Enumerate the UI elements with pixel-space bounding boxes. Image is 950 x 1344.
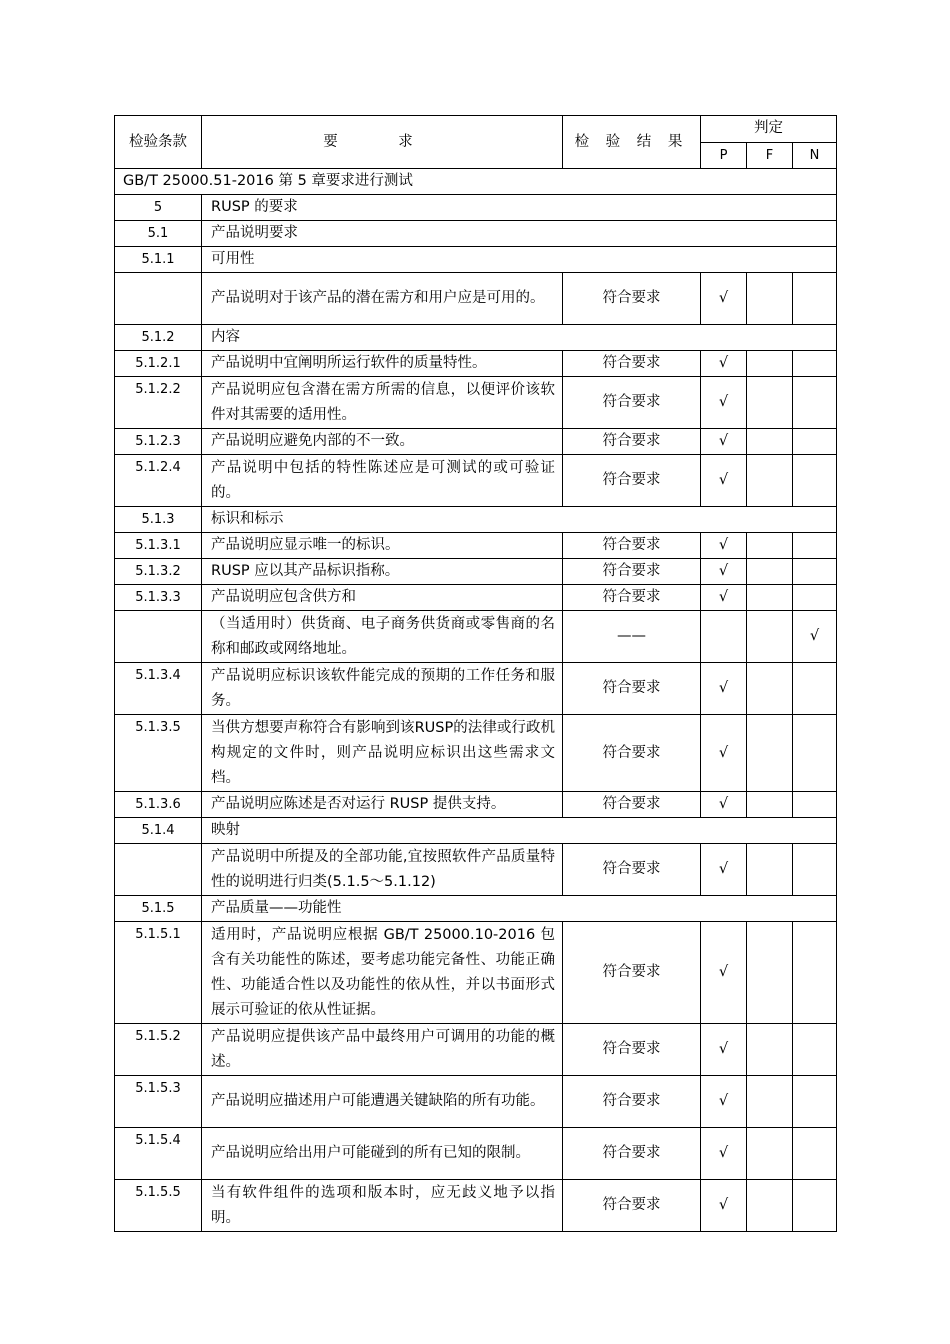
- header-row-1: [115, 116, 837, 143]
- table-row: [115, 663, 837, 715]
- verdict-f-cell: [747, 455, 793, 507]
- verdict-p-cell: √: [701, 663, 747, 715]
- result-cell: 符合要求: [563, 455, 701, 507]
- clause-cell: 5.1.5: [115, 896, 202, 922]
- clause-cell: 5.1.5.5: [115, 1180, 202, 1232]
- requirement-cell: （当适用时）供货商、电子商务供货商或零售商的名称和邮政或网络地址。: [202, 611, 563, 663]
- requirement-cell: 映射: [202, 818, 837, 844]
- clause-cell: 5.1.2.1: [115, 351, 202, 377]
- header-n: N: [793, 142, 837, 169]
- requirement-cell: 当供方想要声称符合有影响到该RUSP的法律或行政机构规定的文件时，则产品说明应标识出这些需求文档。: [202, 715, 563, 792]
- clause-cell: 5.1.3.6: [115, 792, 202, 818]
- result-cell: 符合要求: [563, 533, 701, 559]
- table-row: [115, 896, 837, 922]
- table-row: [115, 844, 837, 896]
- requirement-cell: 产品说明对于该产品的潜在需方和用户应是可用的。: [202, 273, 563, 325]
- header-clause: 检验条款: [115, 116, 202, 169]
- clause-cell: 5.1.2.3: [115, 429, 202, 455]
- verdict-n-cell: [793, 1128, 837, 1180]
- verdict-f-cell: [747, 663, 793, 715]
- section-row: [115, 169, 837, 195]
- table-row: [115, 377, 837, 429]
- clause-cell: 5.1.3.2: [115, 559, 202, 585]
- requirement-cell: RUSP 的要求: [202, 195, 837, 221]
- table-row: [115, 715, 837, 792]
- clause-cell: 5.1.3.3: [115, 585, 202, 611]
- result-cell: 符合要求: [563, 663, 701, 715]
- verdict-n-cell: [793, 273, 837, 325]
- verdict-p-cell: √: [701, 273, 747, 325]
- requirement-cell: 适用时，产品说明应根据 GB/T 25000.10-2016 包含有关功能性的陈述，要考虑功能完备性、功能正确性、功能适合性以及功能性的依从性，并以书面形式展示可验证的依从性证据。: [202, 922, 563, 1024]
- verdict-p-cell: √: [701, 1024, 747, 1076]
- result-cell: 符合要求: [563, 1024, 701, 1076]
- requirement-cell: 产品说明中所提及的全部功能,宜按照软件产品质量特性的说明进行归类(5.1.5～5.1.12): [202, 844, 563, 896]
- table-row: [115, 247, 837, 273]
- requirement-cell: 标识和标示: [202, 507, 837, 533]
- verdict-p-cell: [701, 611, 747, 663]
- clause-cell: 5.1.3.4: [115, 663, 202, 715]
- header-requirement: 要 求: [202, 116, 563, 169]
- verdict-f-cell: [747, 273, 793, 325]
- verdict-p-cell: √: [701, 533, 747, 559]
- verdict-n-cell: [793, 377, 837, 429]
- verdict-n-cell: [793, 1024, 837, 1076]
- table-row: [115, 1128, 837, 1180]
- verdict-n-cell: [793, 455, 837, 507]
- clause-cell: 5.1.2: [115, 325, 202, 351]
- verdict-f-cell: [747, 585, 793, 611]
- result-cell: ——: [563, 611, 701, 663]
- requirement-cell: 产品说明应给出用户可能碰到的所有已知的限制。: [202, 1128, 563, 1180]
- header-f: F: [747, 142, 793, 169]
- clause-cell: 5: [115, 195, 202, 221]
- verdict-f-cell: [747, 1180, 793, 1232]
- table-row: [115, 533, 837, 559]
- clause-cell: 5.1.5.4: [115, 1128, 202, 1180]
- clause-cell: 5.1.2.4: [115, 455, 202, 507]
- verdict-p-cell: √: [701, 1128, 747, 1180]
- result-cell: 符合要求: [563, 792, 701, 818]
- verdict-n-cell: [793, 922, 837, 1024]
- result-cell: 符合要求: [563, 1128, 701, 1180]
- verdict-p-cell: √: [701, 922, 747, 1024]
- verdict-n-cell: [793, 663, 837, 715]
- table-row: [115, 455, 837, 507]
- requirement-cell: 产品说明应标识该软件能完成的预期的工作任务和服务。: [202, 663, 563, 715]
- result-cell: 符合要求: [563, 351, 701, 377]
- verdict-p-cell: √: [701, 429, 747, 455]
- requirement-cell: 产品说明要求: [202, 221, 837, 247]
- verdict-p-cell: √: [701, 559, 747, 585]
- result-cell: 符合要求: [563, 377, 701, 429]
- result-cell: 符合要求: [563, 273, 701, 325]
- verdict-f-cell: [747, 377, 793, 429]
- verdict-f-cell: [747, 1076, 793, 1128]
- table-row: [115, 818, 837, 844]
- inspection-table: [114, 115, 837, 1232]
- requirement-cell: 产品说明应提供该产品中最终用户可调用的功能的概述。: [202, 1024, 563, 1076]
- result-cell: 符合要求: [563, 715, 701, 792]
- requirement-cell: 产品说明应陈述是否对运行 RUSP 提供支持。: [202, 792, 563, 818]
- clause-cell: 5.1.3: [115, 507, 202, 533]
- table-row: [115, 273, 837, 325]
- verdict-p-cell: √: [701, 844, 747, 896]
- result-cell: 符合要求: [563, 922, 701, 1024]
- clause-cell: 5.1.5.3: [115, 1076, 202, 1128]
- verdict-n-cell: [793, 1076, 837, 1128]
- table-row: [115, 429, 837, 455]
- table-row: [115, 1180, 837, 1232]
- verdict-n-cell: [793, 1180, 837, 1232]
- verdict-n-cell: [793, 715, 837, 792]
- table-row: [115, 1024, 837, 1076]
- verdict-f-cell: [747, 533, 793, 559]
- verdict-p-cell: √: [701, 351, 747, 377]
- verdict-f-cell: [747, 1024, 793, 1076]
- requirement-cell: 产品说明应包含潜在需方所需的信息，以便评价该软件对其需要的适用性。: [202, 377, 563, 429]
- requirement-cell: 内容: [202, 325, 837, 351]
- result-cell: 符合要求: [563, 585, 701, 611]
- result-cell: 符合要求: [563, 559, 701, 585]
- verdict-p-cell: √: [701, 1076, 747, 1128]
- table-row: [115, 221, 837, 247]
- verdict-f-cell: [747, 792, 793, 818]
- clause-cell: 5.1.4: [115, 818, 202, 844]
- clause-cell: 5.1.5.1: [115, 922, 202, 1024]
- table-row: [115, 325, 837, 351]
- verdict-n-cell: [793, 429, 837, 455]
- table-row: [115, 922, 837, 1024]
- verdict-n-cell: √: [793, 611, 837, 663]
- header-verdict: 判定: [701, 116, 837, 143]
- clause-cell: [115, 273, 202, 325]
- requirement-cell: 产品说明中宜阐明所运行软件的质量特性。: [202, 351, 563, 377]
- verdict-n-cell: [793, 844, 837, 896]
- verdict-f-cell: [747, 429, 793, 455]
- verdict-p-cell: √: [701, 715, 747, 792]
- requirement-cell: 可用性: [202, 247, 837, 273]
- result-cell: 符合要求: [563, 1180, 701, 1232]
- table-row: [115, 1076, 837, 1128]
- clause-cell: 5.1.2.2: [115, 377, 202, 429]
- clause-cell: 5.1: [115, 221, 202, 247]
- result-cell: 符合要求: [563, 844, 701, 896]
- section-title: GB/T 25000.51-2016 第 5 章要求进行测试: [115, 169, 837, 195]
- verdict-f-cell: [747, 844, 793, 896]
- clause-cell: 5.1.5.2: [115, 1024, 202, 1076]
- table-row: [115, 195, 837, 221]
- clause-cell: 5.1.1: [115, 247, 202, 273]
- requirement-cell: 产品说明应避免内部的不一致。: [202, 429, 563, 455]
- header-result: 检 验 结 果: [563, 116, 701, 169]
- requirement-cell: 产品说明应显示唯一的标识。: [202, 533, 563, 559]
- verdict-p-cell: √: [701, 377, 747, 429]
- result-cell: 符合要求: [563, 1076, 701, 1128]
- verdict-n-cell: [793, 585, 837, 611]
- requirement-cell: 产品说明应包含供方和: [202, 585, 563, 611]
- clause-cell: 5.1.3.5: [115, 715, 202, 792]
- clause-cell: [115, 844, 202, 896]
- requirement-cell: 产品说明中包括的特性陈述应是可测试的或可验证的。: [202, 455, 563, 507]
- table-row: [115, 585, 837, 611]
- requirement-cell: 产品说明应描述用户可能遭遇关键缺陷的所有功能。: [202, 1076, 563, 1128]
- requirement-cell: RUSP 应以其产品标识指称。: [202, 559, 563, 585]
- verdict-p-cell: √: [701, 1180, 747, 1232]
- result-cell: 符合要求: [563, 429, 701, 455]
- verdict-p-cell: √: [701, 455, 747, 507]
- verdict-n-cell: [793, 351, 837, 377]
- verdict-f-cell: [747, 715, 793, 792]
- requirement-cell: 当有软件组件的选项和版本时，应无歧义地予以指明。: [202, 1180, 563, 1232]
- verdict-f-cell: [747, 922, 793, 1024]
- header-p: P: [701, 142, 747, 169]
- table-row: [115, 559, 837, 585]
- verdict-p-cell: √: [701, 585, 747, 611]
- verdict-f-cell: [747, 559, 793, 585]
- table-row: [115, 792, 837, 818]
- verdict-n-cell: [793, 533, 837, 559]
- verdict-p-cell: √: [701, 792, 747, 818]
- table-row: [115, 611, 837, 663]
- verdict-n-cell: [793, 559, 837, 585]
- table-row: [115, 351, 837, 377]
- verdict-f-cell: [747, 1128, 793, 1180]
- verdict-n-cell: [793, 792, 837, 818]
- verdict-f-cell: [747, 611, 793, 663]
- requirement-cell: 产品质量——功能性: [202, 896, 837, 922]
- table-row: [115, 507, 837, 533]
- clause-cell: [115, 611, 202, 663]
- verdict-f-cell: [747, 351, 793, 377]
- clause-cell: 5.1.3.1: [115, 533, 202, 559]
